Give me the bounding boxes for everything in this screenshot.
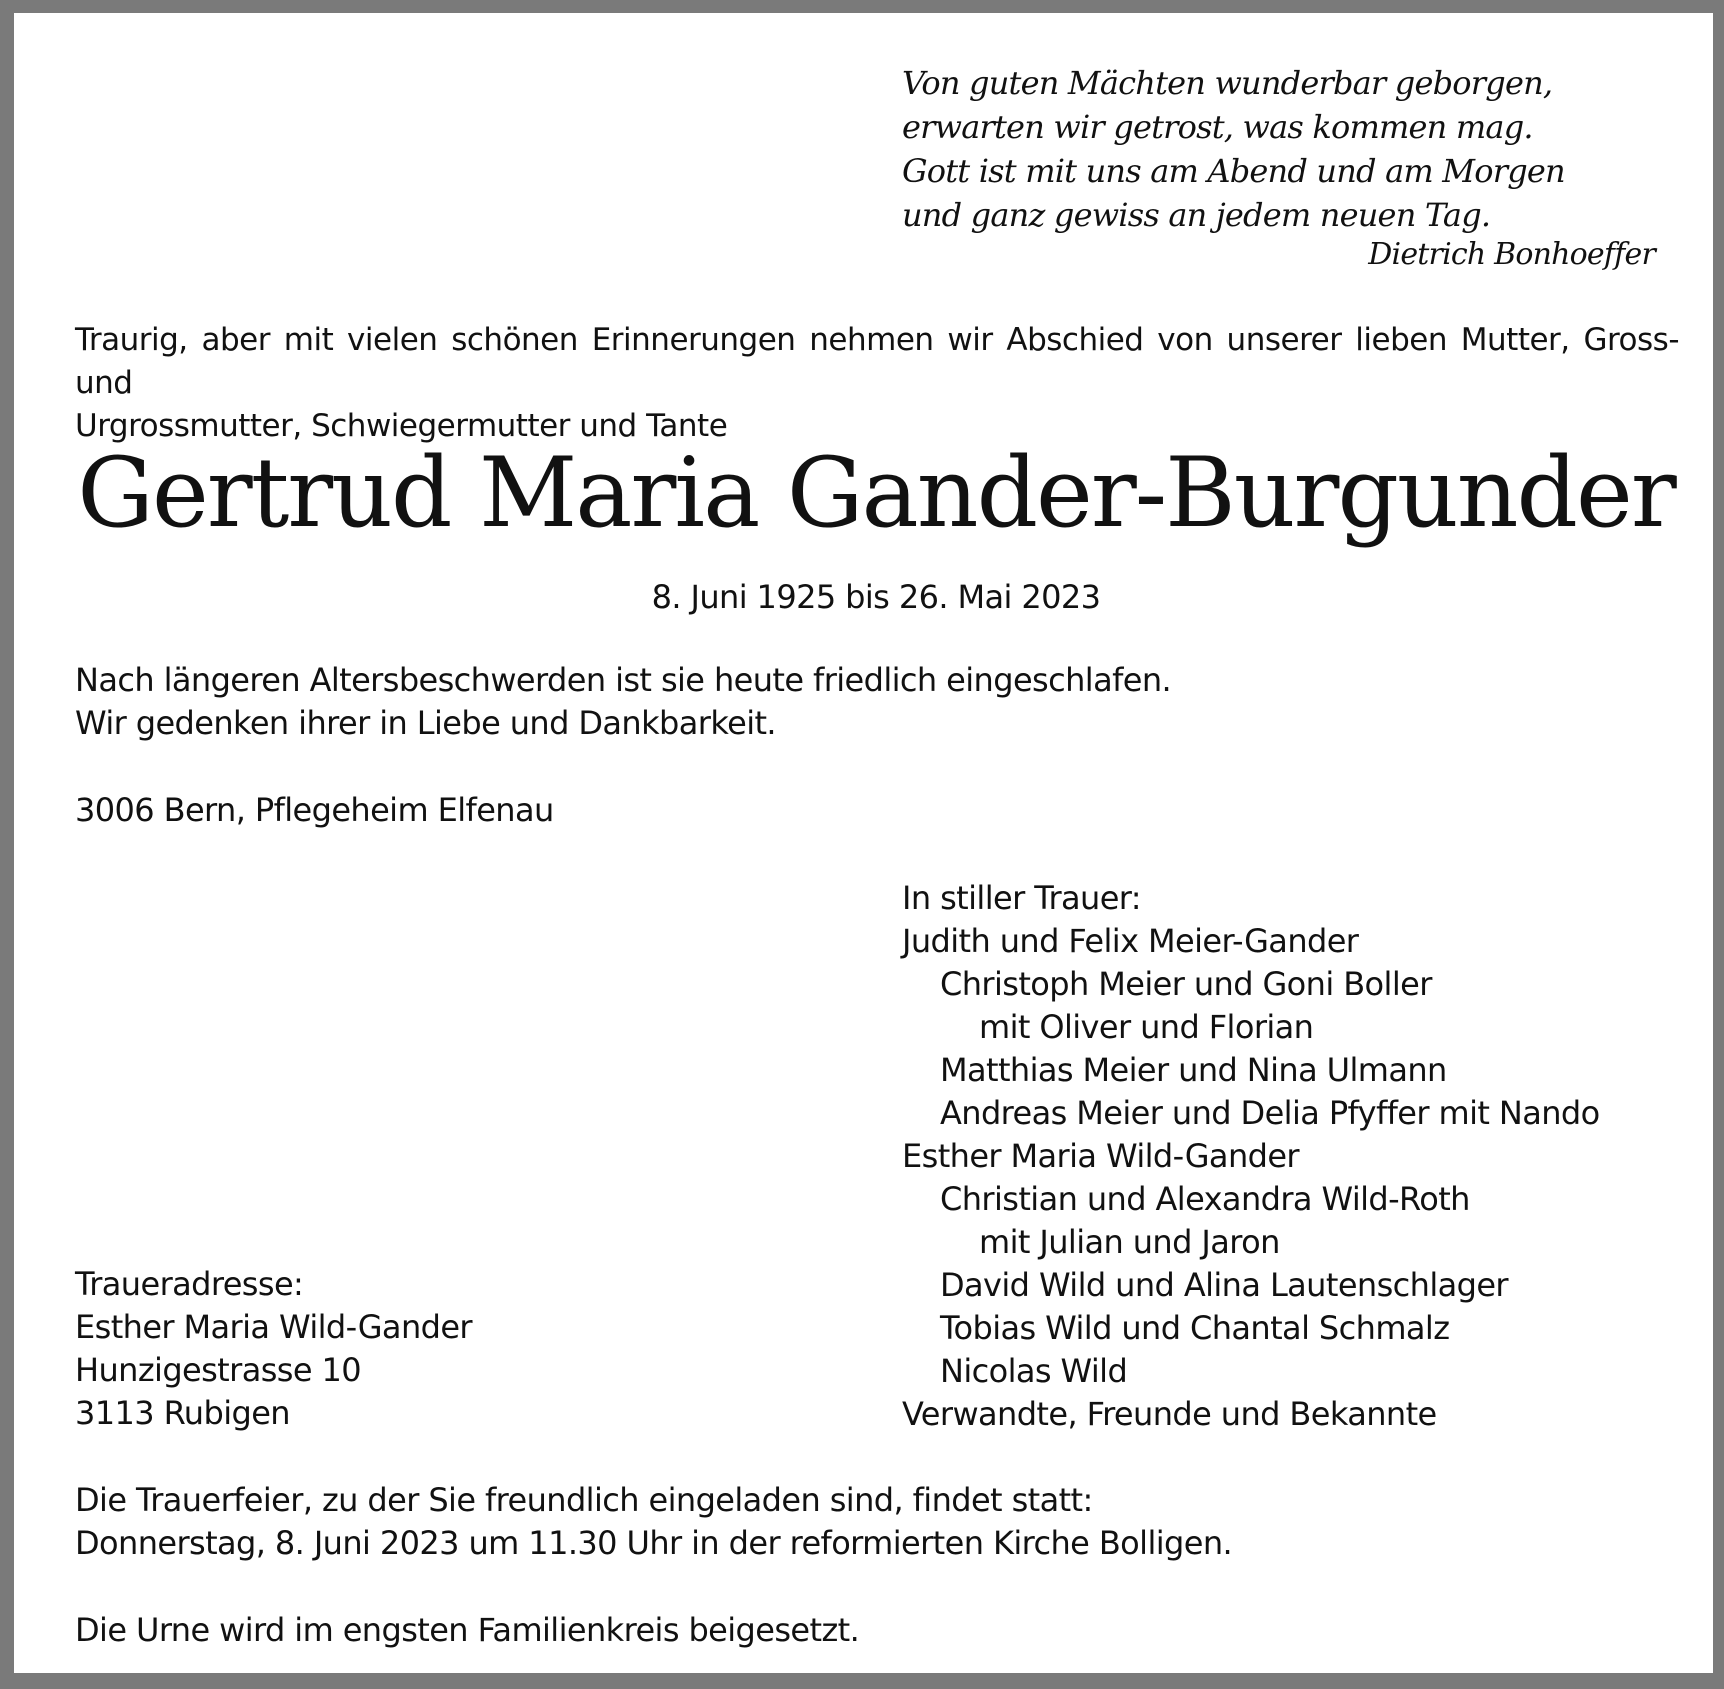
mourners-list — [902, 877, 1600, 1436]
poem-line: und ganz gewiss an jedem neuen Tag. — [902, 196, 1491, 234]
mourner-entry: Andreas Meier und Delia Pfyffer mit Nando — [940, 1094, 1600, 1132]
mourner-entry: Tobias Wild und Chantal Schmalz — [940, 1309, 1450, 1347]
poem — [902, 61, 1565, 237]
mourner-entry: Judith und Felix Meier-Gander — [902, 922, 1359, 960]
address-line: Esther Maria Wild-Gander — [75, 1308, 472, 1346]
urn-notice: Die Urne wird im engsten Familienkreis beigesetzt. — [75, 1611, 860, 1649]
poem-line: Von guten Mächten wunderbar geborgen, — [902, 64, 1553, 102]
message-line: Nach längeren Altersbeschwerden ist sie heute friedlich eingeschlafen. — [75, 661, 1172, 699]
mourner-entry: Nicolas Wild — [940, 1352, 1128, 1390]
address-heading: Traueradresse: — [75, 1265, 304, 1303]
mourner-entry: Matthias Meier und Nina Ulmann — [940, 1051, 1447, 1089]
ceremony-line: Die Trauerfeier, zu der Sie freundlich eingeladen sind, findet statt: — [75, 1481, 1093, 1519]
mourner-entry: David Wild und Alina Lautenschlager — [940, 1266, 1508, 1304]
poem-line: erwarten wir getrost, was kommen mag. — [902, 108, 1533, 146]
mourners-heading: In stiller Trauer: — [902, 879, 1141, 917]
poem-author: Dietrich Bonhoeffer — [1368, 237, 1655, 272]
message — [75, 659, 1171, 745]
mourner-entry: Esther Maria Wild-Gander — [902, 1137, 1299, 1175]
message-line: Wir gedenken ihrer in Liebe und Dankbarkeit. — [75, 704, 777, 742]
location: 3006 Bern, Pflegeheim Elfenau — [75, 791, 554, 829]
mourning-address — [75, 1263, 472, 1435]
intro-text — [75, 319, 1679, 448]
address-line: 3113 Rubigen — [75, 1394, 290, 1432]
poem-line: Gott ist mit uns am Abend und am Morgen — [902, 152, 1565, 190]
ceremony-line: Donnerstag, 8. Juni 2023 um 11.30 Uhr in der reformierten Kirche Bolligen. — [75, 1524, 1233, 1562]
intro-line: Urgrossmutter, Schwiegermutter und Tante — [75, 408, 728, 444]
address-line: Hunzigestrasse 10 — [75, 1351, 362, 1389]
mourner-entry: Verwandte, Freunde und Bekannte — [902, 1395, 1437, 1433]
ceremony-info — [75, 1479, 1232, 1565]
mourner-entry: mit Julian und Jaron — [979, 1223, 1280, 1261]
mourner-entry: Christian und Alexandra Wild-Roth — [940, 1180, 1470, 1218]
mourner-entry: Christoph Meier und Goni Boller — [940, 965, 1432, 1003]
deceased-name: Gertrud Maria Gander-Burgunder — [77, 437, 1675, 549]
life-dates: 8. Juni 1925 bis 26. Mai 2023 — [651, 578, 1101, 616]
intro-line: Traurig, aber mit vielen schönen Erinnerungen nehmen wir Abschied von unserer lieben Mutter, Gross- und — [75, 322, 1679, 401]
mourner-entry: mit Oliver und Florian — [979, 1008, 1314, 1046]
